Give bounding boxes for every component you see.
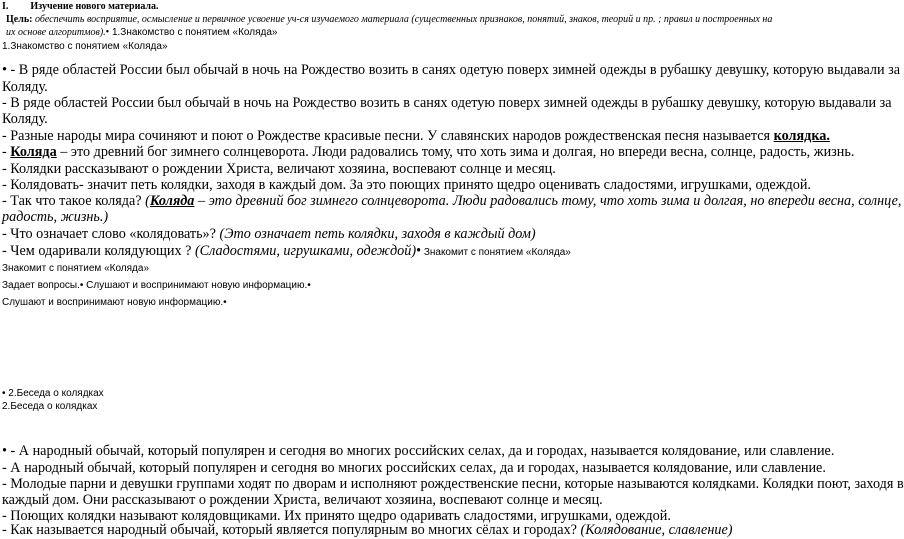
- block2-line6: - Как называется народный обычай, который является популярным во многих сёлах и городах? (Колядование, славление): [2, 522, 733, 538]
- bullet-icon: •: [105, 27, 110, 38]
- bullet-icon: •: [416, 243, 422, 259]
- heading-1: 1.Знакомство с понятием «Коляда»: [2, 41, 168, 52]
- block1-line2: Коляду.: [2, 79, 48, 95]
- answer: (Это означает петь колядки, заходя в каждый дом): [219, 226, 536, 242]
- section-number: I.: [2, 1, 9, 12]
- section-heading: [2, 1, 159, 12]
- block2-line4: каждый дом. Они рассказывают о рождении Христа, величают хозяина, воспевают солнце и месяц.: [2, 492, 603, 508]
- goal-text: обеспечить восприятие, осмысление и первичное усвоение уч-ся изучаемого материала (существенных признаков, понятий, знаков, теорий и пр. ; правил и построенных на: [32, 14, 773, 25]
- block1-line12: - Чем одаривали колядующих ? (Сладостями, игрушками, одеждой)• Знакомит с понятием «Коляда»: [2, 243, 571, 259]
- keyword-kolyadka: колядка.: [773, 128, 830, 144]
- keyword-kolyada-answer: Коляда: [149, 193, 195, 209]
- block2-line5: - Поющих колядки называют колядовщиками. Их принято щедро одаривать сладостями, игрушками, одеждой.: [2, 508, 671, 524]
- goal-tail: 1.Знакомство с понятием «Коляда»: [109, 27, 278, 38]
- answer: (Сладостями, игрушками, одеждой): [194, 243, 417, 259]
- heading-2a: • 2.Беседа о колядках: [2, 388, 104, 399]
- block2-line1: • - А народный обычай, который популярен и сегодня во многих российских селах, да и городах, называется колядование, или славление.: [2, 443, 835, 459]
- bullet-icon: •: [2, 62, 7, 78]
- goal-label: Цель:: [6, 14, 33, 25]
- goal-line: [6, 14, 772, 25]
- bullet-icon: •: [2, 443, 7, 459]
- block1-line8: - Колядовать- значит петь колядки, заходя в каждый дом. За это поющих принято щедро оценивать сладостями, игрушками, одеждой.: [2, 177, 811, 193]
- block1-line1: • - В ряде областей России был обычай в ночь на Рождество возить в санях одетую поверх зимней одежды в рубашку девушку, которую выдавали за: [2, 62, 901, 78]
- bullet-icon: •: [2, 388, 6, 399]
- bullet-icon: •: [307, 280, 311, 291]
- block1-line10: радость, жизнь.): [2, 209, 109, 225]
- student-activity: Слушают и воспринимают новую информацию.•: [2, 297, 227, 308]
- block1-line9: - Так что такое коляда? (Коляда – это древний бог зимнего солнцеворота. Люди радовались тому, что хоть зима и долгая, но впереди весна, солнце,: [2, 193, 902, 209]
- block2-line3: - Молодые парни и девушки группами ходят по дворам и исполняют рождественские песни, которые называются колядками. Колядки поют, заходя в: [2, 476, 904, 492]
- block1-line11: - Что означает слово «колядовать»? (Это означает петь колядки, заходя в каждый дом): [2, 226, 536, 242]
- block1-line7: - Колядки рассказывают о рождении Христа, величают хозяина, воспевают солнце и месяц.: [2, 161, 556, 177]
- section-title: Изучение нового материала.: [30, 1, 159, 12]
- bullet-icon: •: [79, 280, 84, 291]
- bullet-icon: •: [223, 297, 227, 308]
- goal-text-cont: их основе алгоритмов).: [6, 27, 106, 38]
- heading-2b: 2.Беседа о колядках: [2, 401, 98, 412]
- answer: (Колядование, славление): [580, 522, 733, 538]
- goal-line-cont: [6, 27, 277, 38]
- teacher-activity: Знакомит с понятием «Коляда»: [2, 263, 150, 274]
- block2-line2: - А народный обычай, который популярен и сегодня во многих российских селах, да и городах, называется колядование, или славление.: [2, 460, 826, 476]
- teacher-asks: Задает вопросы.• Слушают и воспринимают новую информацию.•: [2, 280, 311, 291]
- block1-line6: - Коляда – это древний бог зимнего солнцеворота. Люди радовались тому, что хоть зима и долгая, но впереди весна, солнце, радость, жизнь.: [2, 144, 855, 160]
- block1-line5: - Разные народы мира сочиняют и поют о Рождестве красивые песни. У славянских народов рождественская песня называется колядка.: [2, 128, 830, 144]
- block1-line3: - В ряде областей России был обычай в ночь на Рождество возить в санях одетую поверх зимней одежды в рубашку девушку, которую выдавали за: [2, 95, 892, 111]
- keyword-kolyada: Коляда: [10, 144, 57, 160]
- block1-line4: Коляду.: [2, 111, 48, 127]
